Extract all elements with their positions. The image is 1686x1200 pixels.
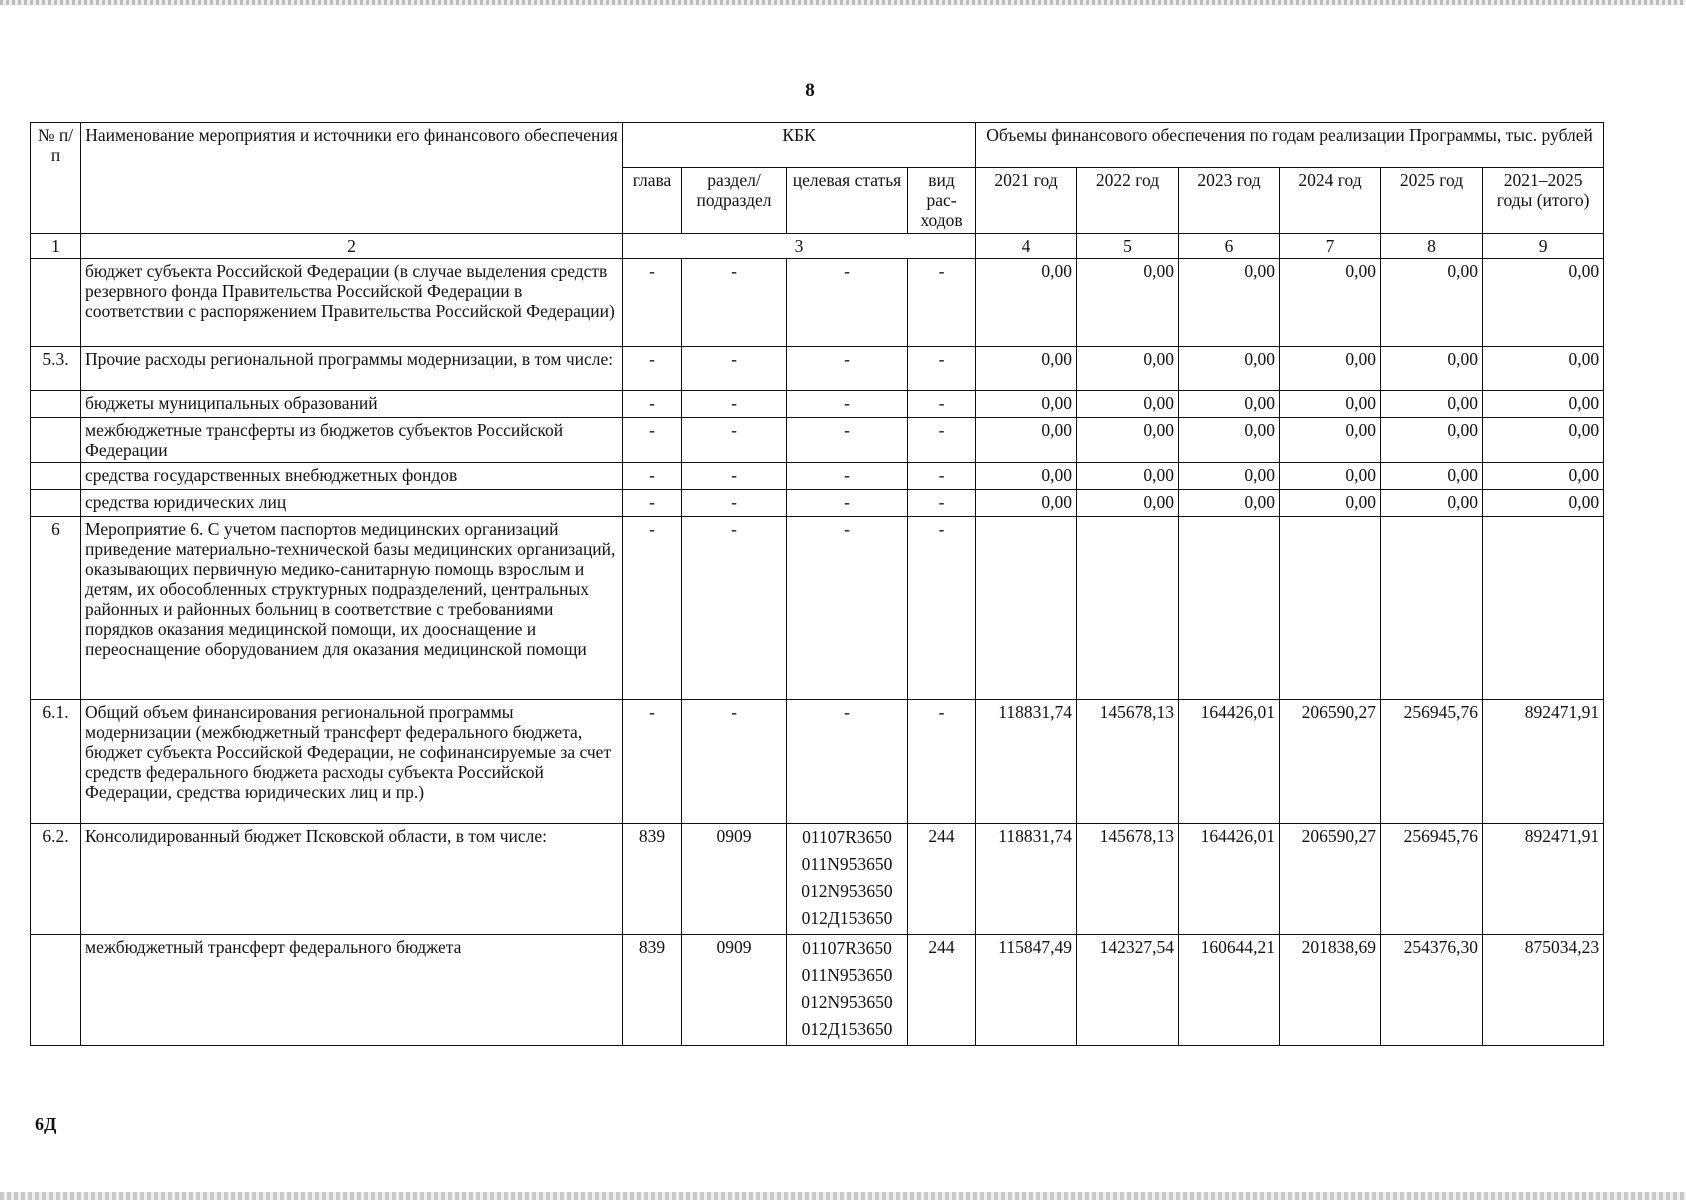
celevaya-code: 011N953650 <box>801 854 893 874</box>
row-value-total: 0,00 <box>1483 391 1604 418</box>
row-celevaya <box>787 824 908 935</box>
celevaya-code: 01107R3650 <box>802 827 892 847</box>
row-value-2022: 145678,13 <box>1077 824 1179 935</box>
row-value-total: 892471,91 <box>1483 824 1604 935</box>
row-glava: - <box>623 490 682 517</box>
header-total: 2021–2025 годы (итого) <box>1483 168 1604 234</box>
row-value-2021 <box>976 517 1077 700</box>
row-razdel: 0909 <box>682 824 787 935</box>
row-number <box>31 259 81 347</box>
row-celevaya <box>787 935 908 1046</box>
row-glava: 839 <box>623 935 682 1046</box>
header-celevaya: целевая статья <box>787 168 908 234</box>
row-number <box>31 490 81 517</box>
row-celevaya: - <box>787 418 908 463</box>
row-value-2025: 0,00 <box>1381 490 1483 517</box>
row-number: 5.3. <box>31 347 81 391</box>
row-glava: - <box>623 418 682 463</box>
row-value-2023: 160644,21 <box>1179 935 1280 1046</box>
row-value-2025: 0,00 <box>1381 463 1483 490</box>
header-glava: глава <box>623 168 682 234</box>
row-name: Консолидированный бюджет Псковской области, в том числе: <box>81 824 623 935</box>
table-row <box>31 391 1604 418</box>
row-value-total <box>1483 517 1604 700</box>
row-vid: - <box>908 490 976 517</box>
row-value-2024: 0,00 <box>1280 259 1381 347</box>
row-number: 6 <box>31 517 81 700</box>
row-name: межбюджетный трансферт федерального бюджета <box>81 935 623 1046</box>
row-vid: - <box>908 391 976 418</box>
row-value-total: 0,00 <box>1483 259 1604 347</box>
row-razdel: - <box>682 418 787 463</box>
row-value-2022 <box>1077 517 1179 700</box>
row-number: 6.2. <box>31 824 81 935</box>
col-number-5: 5 <box>1077 234 1179 259</box>
row-number <box>31 391 81 418</box>
row-glava: 839 <box>623 824 682 935</box>
row-value-2024: 0,00 <box>1280 391 1381 418</box>
row-value-total: 892471,91 <box>1483 700 1604 824</box>
header-name: Наименование мероприятия и источники его финансового обеспечения <box>81 123 623 234</box>
row-value-2024: 206590,27 <box>1280 824 1381 935</box>
row-vid: - <box>908 463 976 490</box>
celevaya-code: 011N953650 <box>801 965 893 985</box>
header-2022: 2022 год <box>1077 168 1179 234</box>
row-value-2023: 164426,01 <box>1179 700 1280 824</box>
row-razdel: - <box>682 700 787 824</box>
row-value-2022: 0,00 <box>1077 490 1179 517</box>
row-razdel: - <box>682 391 787 418</box>
row-name: средства юридических лиц <box>81 490 623 517</box>
col-number-8: 8 <box>1381 234 1483 259</box>
row-name: бюджет субъекта Российской Федерации (в случае выделения средств резервного фонда Правительства Российской Федерации в соответствии с распоряжением Правительства Российской Федерации) <box>81 259 623 347</box>
row-value-2021: 0,00 <box>976 259 1077 347</box>
header-2024: 2024 год <box>1280 168 1381 234</box>
row-value-2024: 0,00 <box>1280 463 1381 490</box>
table-row <box>31 259 1604 347</box>
row-value-2024: 0,00 <box>1280 490 1381 517</box>
row-name: средства государственных внебюджетных фондов <box>81 463 623 490</box>
row-value-2025: 0,00 <box>1381 347 1483 391</box>
row-value-2023: 164426,01 <box>1179 824 1280 935</box>
row-vid: 244 <box>908 824 976 935</box>
celevaya-code: 012N953650 <box>801 992 893 1012</box>
header-num: № п/п <box>31 123 81 234</box>
row-celevaya: - <box>787 347 908 391</box>
row-razdel: - <box>682 490 787 517</box>
row-name: Общий объем финансирования региональной программы модернизации (межбюджетный трансферт федерального бюджета, бюджет субъекта Российской Федерации, не софинансируемые за счет средств федерального бюджета расходы субъекта Российской Федерации, средства юридических лиц и пр.) <box>81 700 623 824</box>
row-value-2025: 256945,76 <box>1381 824 1483 935</box>
row-value-2021: 0,00 <box>976 418 1077 463</box>
row-number <box>31 418 81 463</box>
row-value-2023: 0,00 <box>1179 418 1280 463</box>
row-value-total: 0,00 <box>1483 418 1604 463</box>
col-number-9: 9 <box>1483 234 1604 259</box>
row-value-2022: 145678,13 <box>1077 700 1179 824</box>
row-name: Мероприятие 6. С учетом паспортов медицинских организаций приведение материально-технической базы медицинских организаций, оказывающих первичную медико-санитарную помощь взрослым и детям, их обособленных структурных подразделений, центральных районных и районных больниц в соответствие с требованиями порядков оказания медицинской помощи, их дооснащение и переоснащение оборудованием для оказания медицинской помощи <box>81 517 623 700</box>
header-razdel: раздел/ подраздел <box>682 168 787 234</box>
row-value-2025: 254376,30 <box>1381 935 1483 1046</box>
row-value-2022: 0,00 <box>1077 391 1179 418</box>
row-value-total: 0,00 <box>1483 463 1604 490</box>
row-razdel: - <box>682 347 787 391</box>
table-row <box>31 347 1604 391</box>
row-vid: - <box>908 259 976 347</box>
row-value-2023: 0,00 <box>1179 259 1280 347</box>
footer-mark: 6Д <box>35 1114 57 1134</box>
header-kbk: КБК <box>623 123 976 168</box>
celevaya-code: 01107R3650 <box>802 938 892 958</box>
row-name: Прочие расходы региональной программы модернизации, в том числе: <box>81 347 623 391</box>
row-celevaya: - <box>787 391 908 418</box>
row-name: межбюджетные трансферты из бюджетов субъектов Российской Федерации <box>81 418 623 463</box>
row-celevaya: - <box>787 490 908 517</box>
row-number: 6.1. <box>31 700 81 824</box>
row-celevaya: - <box>787 700 908 824</box>
row-glava: - <box>623 391 682 418</box>
row-value-2024: 201838,69 <box>1280 935 1381 1046</box>
col-number-2: 2 <box>81 234 623 259</box>
row-number <box>31 463 81 490</box>
row-value-2021: 0,00 <box>976 490 1077 517</box>
row-vid: - <box>908 418 976 463</box>
col-number-4: 4 <box>976 234 1077 259</box>
row-vid: - <box>908 700 976 824</box>
row-celevaya: - <box>787 517 908 700</box>
row-value-2022: 0,00 <box>1077 463 1179 490</box>
row-value-2024: 0,00 <box>1280 347 1381 391</box>
row-vid: 244 <box>908 935 976 1046</box>
table-body <box>31 259 1604 1046</box>
row-value-2025: 0,00 <box>1381 259 1483 347</box>
col-number-3: 3 <box>623 234 976 259</box>
header-vid: вид рас- ходов <box>908 168 976 234</box>
row-glava: - <box>623 259 682 347</box>
page-number: 8 <box>805 80 815 101</box>
row-vid: - <box>908 347 976 391</box>
row-value-2025: 256945,76 <box>1381 700 1483 824</box>
header-2021: 2021 год <box>976 168 1077 234</box>
header-2025: 2025 год <box>1381 168 1483 234</box>
row-razdel: - <box>682 517 787 700</box>
table-row <box>31 824 1604 935</box>
row-value-total: 875034,23 <box>1483 935 1604 1046</box>
table-row <box>31 517 1604 700</box>
column-numbers-row <box>31 234 1604 259</box>
row-value-total: 0,00 <box>1483 347 1604 391</box>
row-number <box>31 935 81 1046</box>
table-row <box>31 490 1604 517</box>
table-row <box>31 700 1604 824</box>
row-value-2025: 0,00 <box>1381 391 1483 418</box>
row-value-2024: 0,00 <box>1280 418 1381 463</box>
header-row-1 <box>31 123 1604 168</box>
row-glava: - <box>623 517 682 700</box>
header-2023: 2023 год <box>1179 168 1280 234</box>
row-value-2023 <box>1179 517 1280 700</box>
row-celevaya: - <box>787 463 908 490</box>
row-value-2022: 142327,54 <box>1077 935 1179 1046</box>
row-value-2025 <box>1381 517 1483 700</box>
celevaya-code: 012Д153650 <box>801 1019 893 1039</box>
col-number-6: 6 <box>1179 234 1280 259</box>
row-value-2021: 0,00 <box>976 347 1077 391</box>
row-value-2022: 0,00 <box>1077 418 1179 463</box>
row-value-total: 0,00 <box>1483 490 1604 517</box>
row-value-2021: 0,00 <box>976 391 1077 418</box>
col-number-1: 1 <box>31 234 81 259</box>
row-value-2022: 0,00 <box>1077 347 1179 391</box>
table-row <box>31 463 1604 490</box>
row-value-2021: 115847,49 <box>976 935 1077 1046</box>
table-row <box>31 935 1604 1046</box>
row-vid: - <box>908 517 976 700</box>
row-value-2024: 206590,27 <box>1280 700 1381 824</box>
row-name: бюджеты муниципальных образований <box>81 391 623 418</box>
row-value-2023: 0,00 <box>1179 463 1280 490</box>
row-razdel: 0909 <box>682 935 787 1046</box>
row-value-2024 <box>1280 517 1381 700</box>
header-volumes: Объемы финансового обеспечения по годам реализации Программы, тыс. рублей <box>976 123 1604 168</box>
row-value-2021: 0,00 <box>976 463 1077 490</box>
row-value-2023: 0,00 <box>1179 490 1280 517</box>
scan-edge-bottom <box>0 1192 1686 1200</box>
celevaya-code: 012N953650 <box>801 881 893 901</box>
row-value-2021: 118831,74 <box>976 700 1077 824</box>
row-value-2021: 118831,74 <box>976 824 1077 935</box>
financing-table <box>30 122 1604 1046</box>
row-value-2025: 0,00 <box>1381 418 1483 463</box>
row-glava: - <box>623 347 682 391</box>
table-row <box>31 418 1604 463</box>
scan-edge-top <box>0 0 1686 5</box>
row-razdel: - <box>682 463 787 490</box>
row-razdel: - <box>682 259 787 347</box>
row-glava: - <box>623 700 682 824</box>
celevaya-code: 012Д153650 <box>801 908 893 928</box>
row-value-2022: 0,00 <box>1077 259 1179 347</box>
row-value-2023: 0,00 <box>1179 391 1280 418</box>
row-glava: - <box>623 463 682 490</box>
col-number-7: 7 <box>1280 234 1381 259</box>
row-value-2023: 0,00 <box>1179 347 1280 391</box>
row-celevaya: - <box>787 259 908 347</box>
